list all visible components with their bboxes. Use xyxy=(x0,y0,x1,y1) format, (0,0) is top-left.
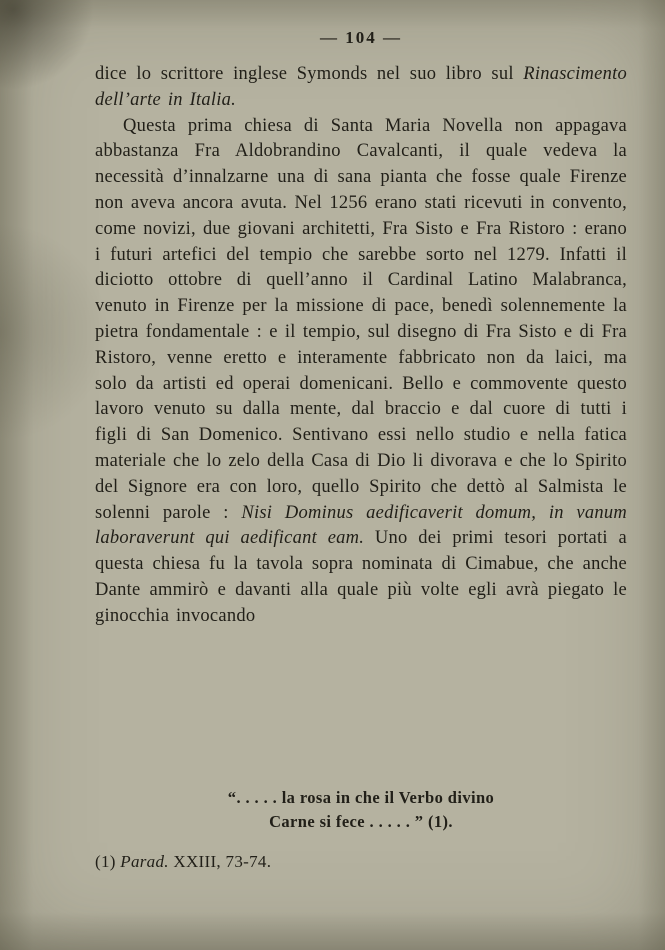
paragraph xyxy=(95,62,627,114)
italic-text-segment: Rinascimento dell’arte in Italia. xyxy=(95,64,627,110)
verse-quote xyxy=(95,786,627,834)
verse-line-1: “. . . . . la rosa in che il Verbo divino xyxy=(227,788,495,807)
text-segment: XXIII, 73-74. xyxy=(168,852,272,871)
paragraph xyxy=(95,114,627,630)
italic-text-segment: Nisi Dominus aedificaverit domum, in vanum laboraverunt qui aedificant eam. xyxy=(95,502,627,549)
page-number: — 104 — xyxy=(320,28,402,47)
verse-line-2: Carne si fece . . . . . ” (1). xyxy=(269,812,453,831)
text-segment: (1) xyxy=(95,852,121,871)
body-text-block xyxy=(95,62,627,630)
footnote xyxy=(95,852,627,872)
italic-text-segment: Parad. xyxy=(120,852,169,871)
text-segment: Uno dei primi tesori portati a questa chiesa fu la tavola sopra nominata di Cimabue, che anche Dante ammirò e davanti alla quale più volte egli avrà piegato le ginocchia invocando xyxy=(95,528,627,626)
text-segment: dice lo scrittore inglese Symonds nel suo libro sul xyxy=(95,64,524,84)
text-segment: Questa prima chiesa di Santa Maria Novella non appagava abbastanza Fra Aldobrandino Cavalcanti, il quale vedeva la necessità d’innalzarne una di sana pianta che fosse quale Firenze non aveva ancora avuta. Nel 1256 erano stati ricevuti in convento, come novizi, due giovani architetti, Fra Sisto e Fra Ristoro : erano i futuri artefici del tempio che sarebbe sorto nel 1279. Infatti il diciotto ottobre di quell’anno il Cardinal Latino Malabranca, venuto in Firenze per la missione di pace, benedì solennemente la pietra fondamentale : e il tempio, sul disegno di Fra Sisto e di Fra Ristoro, venne eretto e interamente fabbricato non da laici, ma solo da artisti ed operai domenicani. Bello e commovente questo lavoro venuto su dalla mente, dal braccio e dal cuore di tutti i figli di San Domenico. Sentivano essi nello studio e nella fatica materiale che lo zelo della Casa di Dio li divorava e che lo Spirito del Signore era con loro, quello Spirito che dettò al Salmista le solenni parole : xyxy=(95,115,627,523)
